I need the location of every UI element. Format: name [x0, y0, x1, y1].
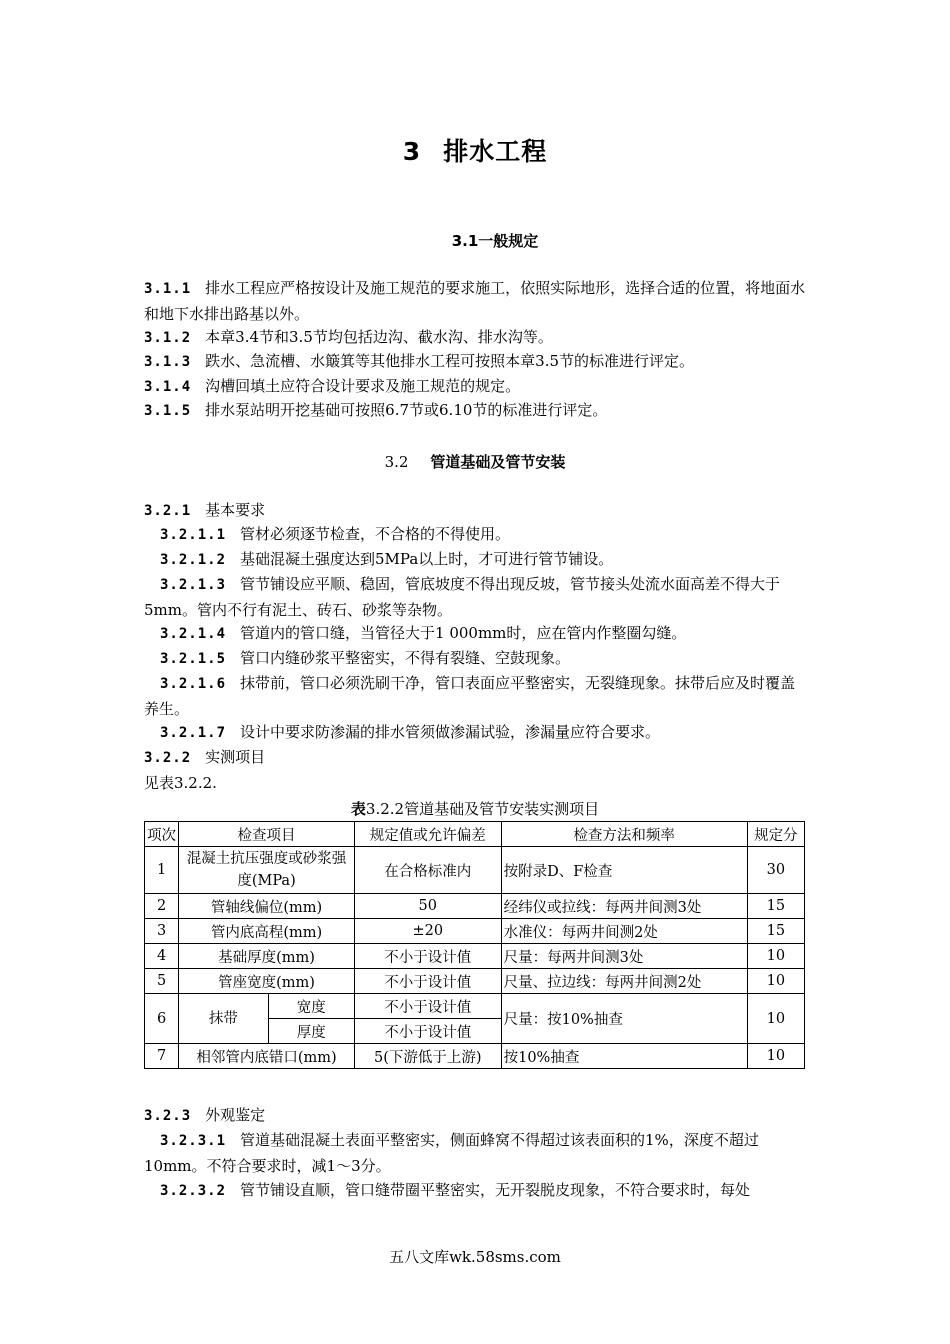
clause-number: 3.2.1.2	[160, 552, 227, 568]
cell-method: 按10%抽查	[501, 1044, 747, 1069]
cell-item: 管轴线偏位(mm)	[179, 894, 355, 919]
see-table-note: 见表3.2.2.	[144, 774, 217, 792]
cell-no: 6	[145, 994, 179, 1044]
clause-number: 3.2.1.3	[160, 577, 227, 593]
clause-3-2-1-1	[144, 522, 806, 548]
clause-text: 排水泵站明开挖基础可按照6.7节或6.10节的标准进行评定。	[205, 401, 608, 419]
cell-method: 经纬仪或拉线：每两井间测3处	[501, 894, 747, 919]
clause-3-2-1	[144, 498, 806, 524]
clause-3-2-1-4	[144, 621, 806, 647]
footer-watermark: 五八文库wk.58sms.com	[389, 1248, 561, 1266]
cell-tolerance: ±20	[354, 919, 501, 944]
clause-text: 管节铺设应平顺、稳固，管底坡度不得出现反坡，管节接头处流水面高差不得大于5mm。管内不行有泥土、砖石、砂浆等杂物。	[144, 575, 781, 619]
clause-number: 3.2.1.1	[160, 527, 227, 543]
cell-tolerance: 不小于设计值	[354, 994, 501, 1019]
chapter-title-text: 排水工程	[443, 137, 548, 166]
measurement-table	[144, 821, 805, 1069]
clause-3-1-5	[144, 398, 806, 424]
section-3-2-title	[0, 451, 950, 472]
table-row	[145, 969, 805, 994]
cell-no: 7	[145, 1044, 179, 1069]
cell-tolerance: 50	[354, 894, 501, 919]
clause-text: 设计中要求防渗漏的排水管须做渗漏试验，渗漏量应符合要求。	[240, 723, 661, 741]
table-caption-number: 3.2.2	[365, 800, 405, 818]
clause-text: 基本要求	[205, 501, 266, 519]
clause-number: 3.1.1	[144, 281, 192, 297]
cell-no: 3	[145, 919, 179, 944]
clause-number: 3.1.5	[144, 403, 192, 419]
clause-text: 沟槽回填土应符合设计要求及施工规范的规定。	[205, 377, 521, 395]
table-row	[145, 994, 805, 1019]
clause-number: 3.2.1.5	[160, 651, 227, 667]
table-row	[145, 1044, 805, 1069]
clause-text: 管材必须逐节检查，不合格的不得使用。	[240, 525, 511, 543]
clause-number: 3.2.2	[144, 750, 192, 766]
clause-text: 管口内缝砂浆平整密实，不得有裂缝、空鼓现象。	[240, 649, 571, 667]
clause-3-1-1	[144, 276, 806, 326]
cell-tolerance: 5(下游低于上游)	[354, 1044, 501, 1069]
clause-number: 3.2.1.6	[160, 676, 227, 692]
clause-number: 3.2.1.4	[160, 626, 227, 642]
section-number: 3.2	[384, 453, 409, 471]
cell-group: 抹带	[179, 994, 268, 1044]
clause-number: 3.1.4	[144, 379, 192, 395]
clause-3-2-3-1	[144, 1128, 806, 1178]
clause-3-2-1-5	[144, 646, 806, 672]
cell-score: 30	[747, 847, 804, 894]
clause-text: 跌水、急流槽、水簸箕等其他排水工程可按照本章3.5节的标准进行评定。	[205, 352, 695, 370]
header-item-no: 项次	[145, 822, 179, 847]
cell-method: 尺量：每两井间测3处	[501, 944, 747, 969]
clause-number: 3.2.3.2	[160, 1183, 227, 1199]
clause-number: 3.1.2	[144, 330, 192, 346]
cell-no: 1	[145, 847, 179, 894]
clause-3-2-2	[144, 745, 806, 771]
clause-text: 管道基础混凝土表面平整密实，侧面蜂窝不得超过该表面积的1%，深度不超过10mm。不符合要求时，减1～3分。	[144, 1131, 759, 1175]
chapter-title	[0, 132, 950, 168]
clause-text: 排水工程应严格按设计及施工规范的要求施工，依照实际地形，选择合适的位置，将地面水和地下水排出路基以外。	[144, 279, 806, 323]
cell-score: 10	[747, 994, 804, 1044]
cell-item: 基础厚度(mm)	[179, 944, 355, 969]
clause-text: 管节铺设直顺，管口缝带圈平整密实，无开裂脱皮现象，不符合要求时，每处	[240, 1181, 751, 1199]
table-row	[145, 894, 805, 919]
clause-3-2-1-6	[144, 671, 806, 721]
table-row	[145, 919, 805, 944]
cell-no: 4	[145, 944, 179, 969]
header-item: 检查项目	[179, 822, 355, 847]
chapter-number: 3	[402, 137, 422, 166]
cell-score: 15	[747, 894, 804, 919]
header-score: 规定分	[747, 822, 804, 847]
cell-score: 10	[747, 969, 804, 994]
cell-no: 2	[145, 894, 179, 919]
cell-method: 尺量：按10%抽查	[501, 994, 747, 1044]
section-3-1-title: 3.1一般规定	[451, 232, 539, 250]
clause-3-1-4	[144, 374, 806, 400]
table-caption-title: 管道基础及管节安装实测项目	[404, 800, 600, 818]
clause-number: 3.1.3	[144, 354, 192, 370]
cell-item: 管内底高程(mm)	[179, 919, 355, 944]
header-tolerance: 规定值或允许偏差	[354, 822, 501, 847]
clause-text: 基础混凝土强度达到5MPa以上时，才可进行管节铺设。	[240, 550, 614, 568]
cell-tolerance: 不小于设计值	[354, 969, 501, 994]
clause-number: 3.2.3.1	[160, 1133, 227, 1149]
cell-item: 管座宽度(mm)	[179, 969, 355, 994]
cell-tolerance: 不小于设计值	[354, 944, 501, 969]
clause-3-2-3-2	[144, 1178, 806, 1204]
clause-3-2-1-7	[144, 720, 806, 746]
cell-no: 5	[145, 969, 179, 994]
section-title-text: 管道基础及管节安装	[430, 453, 566, 471]
header-method: 检查方法和频率	[501, 822, 747, 847]
clause-3-1-3	[144, 349, 806, 375]
clause-text: 本章3.4节和3.5节均包括边沟、截水沟、排水沟等。	[205, 328, 553, 346]
table-row	[145, 944, 805, 969]
cell-item: 相邻管内底错口(mm)	[179, 1044, 355, 1069]
cell-score: 10	[747, 944, 804, 969]
clause-text: 外观鉴定	[205, 1106, 266, 1124]
table-caption-prefix: 表	[350, 800, 366, 818]
cell-sub-item: 厚度	[268, 1019, 354, 1044]
cell-score: 15	[747, 919, 804, 944]
cell-method: 按附录D、F检查	[501, 847, 747, 894]
clause-text: 实测项目	[205, 748, 266, 766]
clause-number: 3.2.1	[144, 503, 192, 519]
cell-tolerance: 不小于设计值	[354, 1019, 501, 1044]
clause-3-2-3	[144, 1103, 806, 1129]
table-row	[145, 847, 805, 894]
cell-score: 10	[747, 1044, 804, 1069]
clause-text: 管道内的管口缝，当管径大于1 000mm时，应在管内作整圈勾缝。	[240, 624, 687, 642]
cell-method: 尺量、拉边线：每两井间测2处	[501, 969, 747, 994]
cell-method: 水准仪：每两井间测2处	[501, 919, 747, 944]
table-caption	[0, 798, 950, 819]
cell-item: 混凝土抗压强度或砂浆强度(MPa)	[179, 847, 355, 894]
table-header-row	[145, 822, 805, 847]
clause-text: 抹带前，管口必须洗刷干净，管口表面应平整密实，无裂缝现象。抹带后应及时覆盖养生。	[144, 674, 796, 718]
clause-3-2-1-3	[144, 572, 806, 622]
clause-number: 3.2.3	[144, 1108, 192, 1124]
clause-3-1-2	[144, 325, 806, 351]
clause-number: 3.2.1.7	[160, 725, 227, 741]
cell-tolerance: 在合格标准内	[354, 847, 501, 894]
cell-sub-item: 宽度	[268, 994, 354, 1019]
clause-3-2-1-2	[144, 547, 806, 573]
